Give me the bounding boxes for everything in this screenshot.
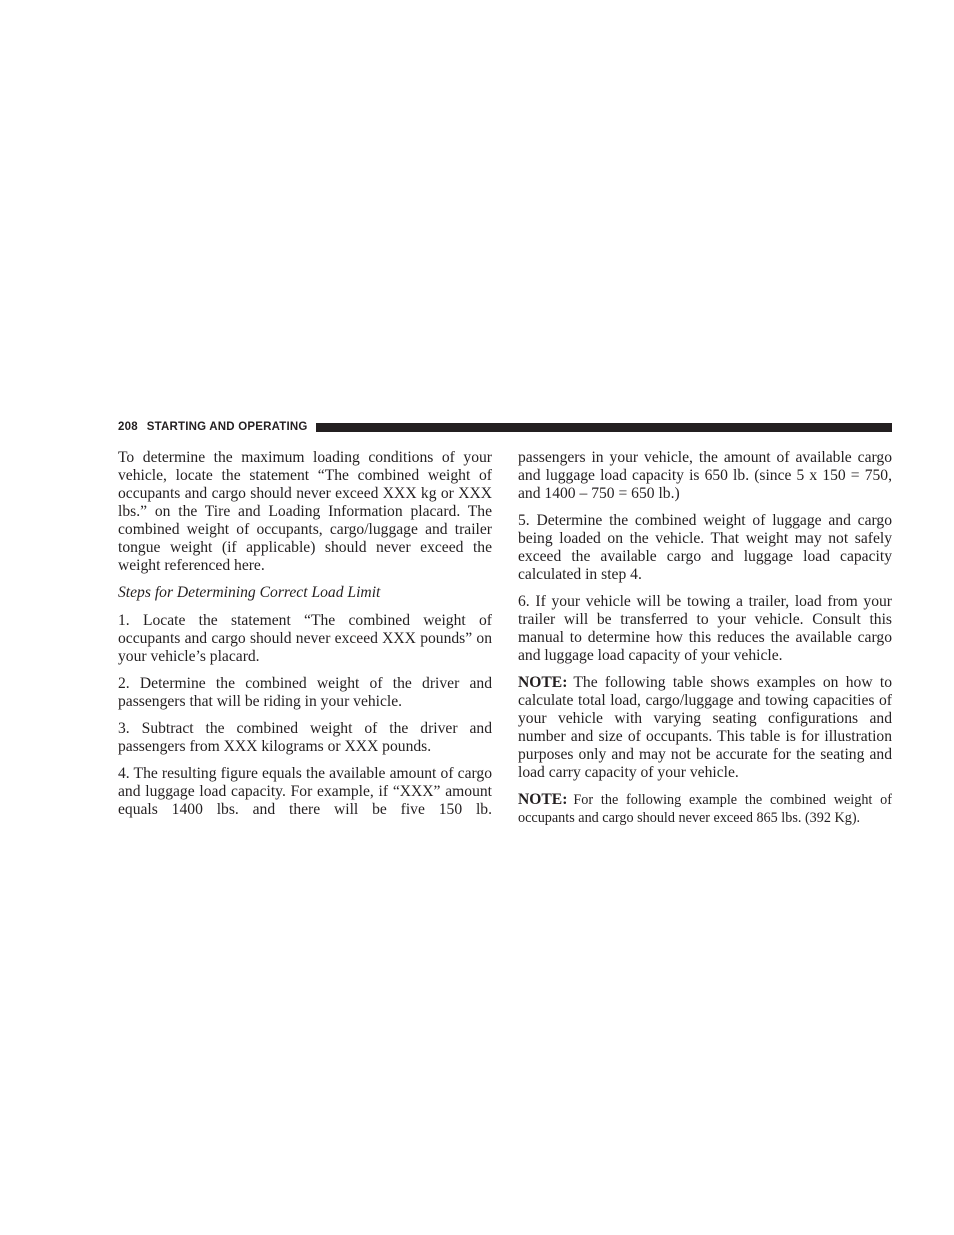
note-1-label: NOTE: [518,674,568,691]
note-1 [518,674,892,782]
left-column [118,449,492,828]
note-1-text: The following table shows examples on how to calculate total load, cargo/luggage and towing capacities of your vehicle with varying seating configurations and number and size of occupants. This table is for illustration purposes only and may not be accurate for the seating and load carry capacity of your vehicle. [518,674,892,781]
step-4-start: 4. The resulting figure equals the available amount of cargo and luggage load capacity. For example, if “XXX” amount equals 1400 lbs. and there will be five 150 lb. [118,765,492,818]
step-3: 3. Subtract the combined weight of the driver and passengers from XXX kilograms or XXX pounds. [118,720,492,755]
section-title: STARTING AND OPERATING [146,421,308,433]
intro-paragraph: To determine the maximum loading conditions of your vehicle, locate the statement “The combined weight of occupants and cargo should never exceed XXX kg or XXX lbs.” on the Tire and Loading Information placard. The combined weight of occupants, cargo/luggage and trailer tongue weight (if applicable) should never exceed the weight referenced here. [118,449,492,574]
step-1: 1. Locate the statement “The combined weight of occupants and cargo should never exceed XXX pounds” on your vehicle’s placard. [118,612,492,665]
page-header [118,419,892,435]
note-2 [518,791,892,827]
step-6: 6. If your vehicle will be towing a trailer, load from your trailer will be transferred to your vehicle. Consult this manual to determine how this reduces the available cargo and luggage load capacity of your vehicle. [518,593,892,664]
right-column [518,449,892,836]
header-rule [316,423,892,432]
step-2: 2. Determine the combined weight of the driver and passengers that will be riding in your vehicle. [118,675,492,710]
step-4-end: passengers in your vehicle, the amount of available cargo and luggage load capacity is 650 lb. (since 5 x 150 = 750, and 1400 – 750 = 650 lb.) [518,449,892,502]
page-number: 208 [118,421,138,433]
step-5: 5. Determine the combined weight of luggage and cargo being loaded on the vehicle. That weight may not safely exceed the available cargo and luggage load capacity calculated in step 4. [518,512,892,583]
steps-subheading: Steps for Determining Correct Load Limit [118,584,381,601]
note-2-label: NOTE: [518,791,568,808]
note-2-text: For the following example the combined weight of occupants and cargo should never exceed 865 lbs. (392 Kg). [518,792,892,826]
